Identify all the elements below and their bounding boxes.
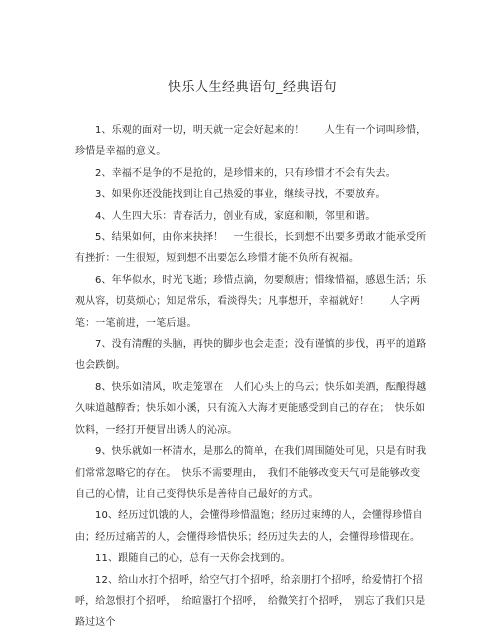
paragraph-11: 11、跟随自己的心，总有一天你会找到的。 [95, 553, 291, 565]
paragraph-7: 7、没有清醒的头脑，再快的脚步也会走歪；没有谨慎的步伐，再平的道路也会跌倒。 [75, 339, 427, 372]
document-title: 快乐人生经典语句_经典语句 [167, 80, 337, 95]
paragraph-6: 6、年华似水，时光飞逝；珍惜点滴，勿要颓唐；惜缘惜福，感恩生活；乐观从容，切莫烦心；知足常乐，看淡得失；凡事想开，幸福就好！ 人字两笔：一笔前进，一笔后退。 [75, 274, 427, 329]
paragraph-1: 1、乐观的面对一切，明天就一定会好起来的！ 人生有一个词叫珍惜，珍惜是幸福的意义。 [75, 125, 427, 158]
paragraph-3: 3、如果你还没能找到让自己热爱的事业，继续寻找，不要放弃。 [95, 189, 386, 201]
paragraph-9: 9、快乐就如一杯清水，是那么的简单，在我们周围随处可见，只是有时我们常常忽略它的存在。 快乐不需要理由， 我们不能够改变天气可是能够改变自己的心情，让自己变得快乐是善待自己最好的方式。 [75, 446, 427, 500]
paragraph-4: 4、人生四大乐：青春活力，创业有成，家庭和顺，邻里和谐。 [95, 210, 376, 222]
paragraph-5: 5、结果如何，由你来抉择！ 一生很长，长到想不出要多勇敢才能承受所有挫折：一生很短，短到想不出要怎么珍惜才能不负所有祝福。 [75, 232, 427, 265]
paragraph-2: 2、幸福不是争的不是抢的，是珍惜来的，只有珍惜才不会有失去。 [95, 167, 396, 179]
paragraph-12: 12、给山水打个招呼，给空气打个招呼，给亲朋打个招呼，给爱情打个招呼，给忽恨打个招呼， 给暄嚣打个招呼， 给微笑打个招呼， 别忘了我们只是路过这个 [75, 574, 426, 629]
paragraph-8: 8、快乐如清风，吹走笼罩在 人们心头上的乌云；快乐如美酒，酝酿得越久味道越醇香；快乐如小溪，只有流入大海才更能感受到自己的存在； 快乐如饮料，一经打开便冒出诱人的沁凉。 [75, 381, 427, 436]
document-body [75, 120, 430, 634]
paragraph-10: 10、经历过饥饿的人，会懂得珍惜温饱；经历过束缚的人，会懂得珍惜自由；经历过痛苦的人，会懂得珍惜快乐；经历过失去的人，会懂得珍惜现在。 [75, 510, 423, 543]
